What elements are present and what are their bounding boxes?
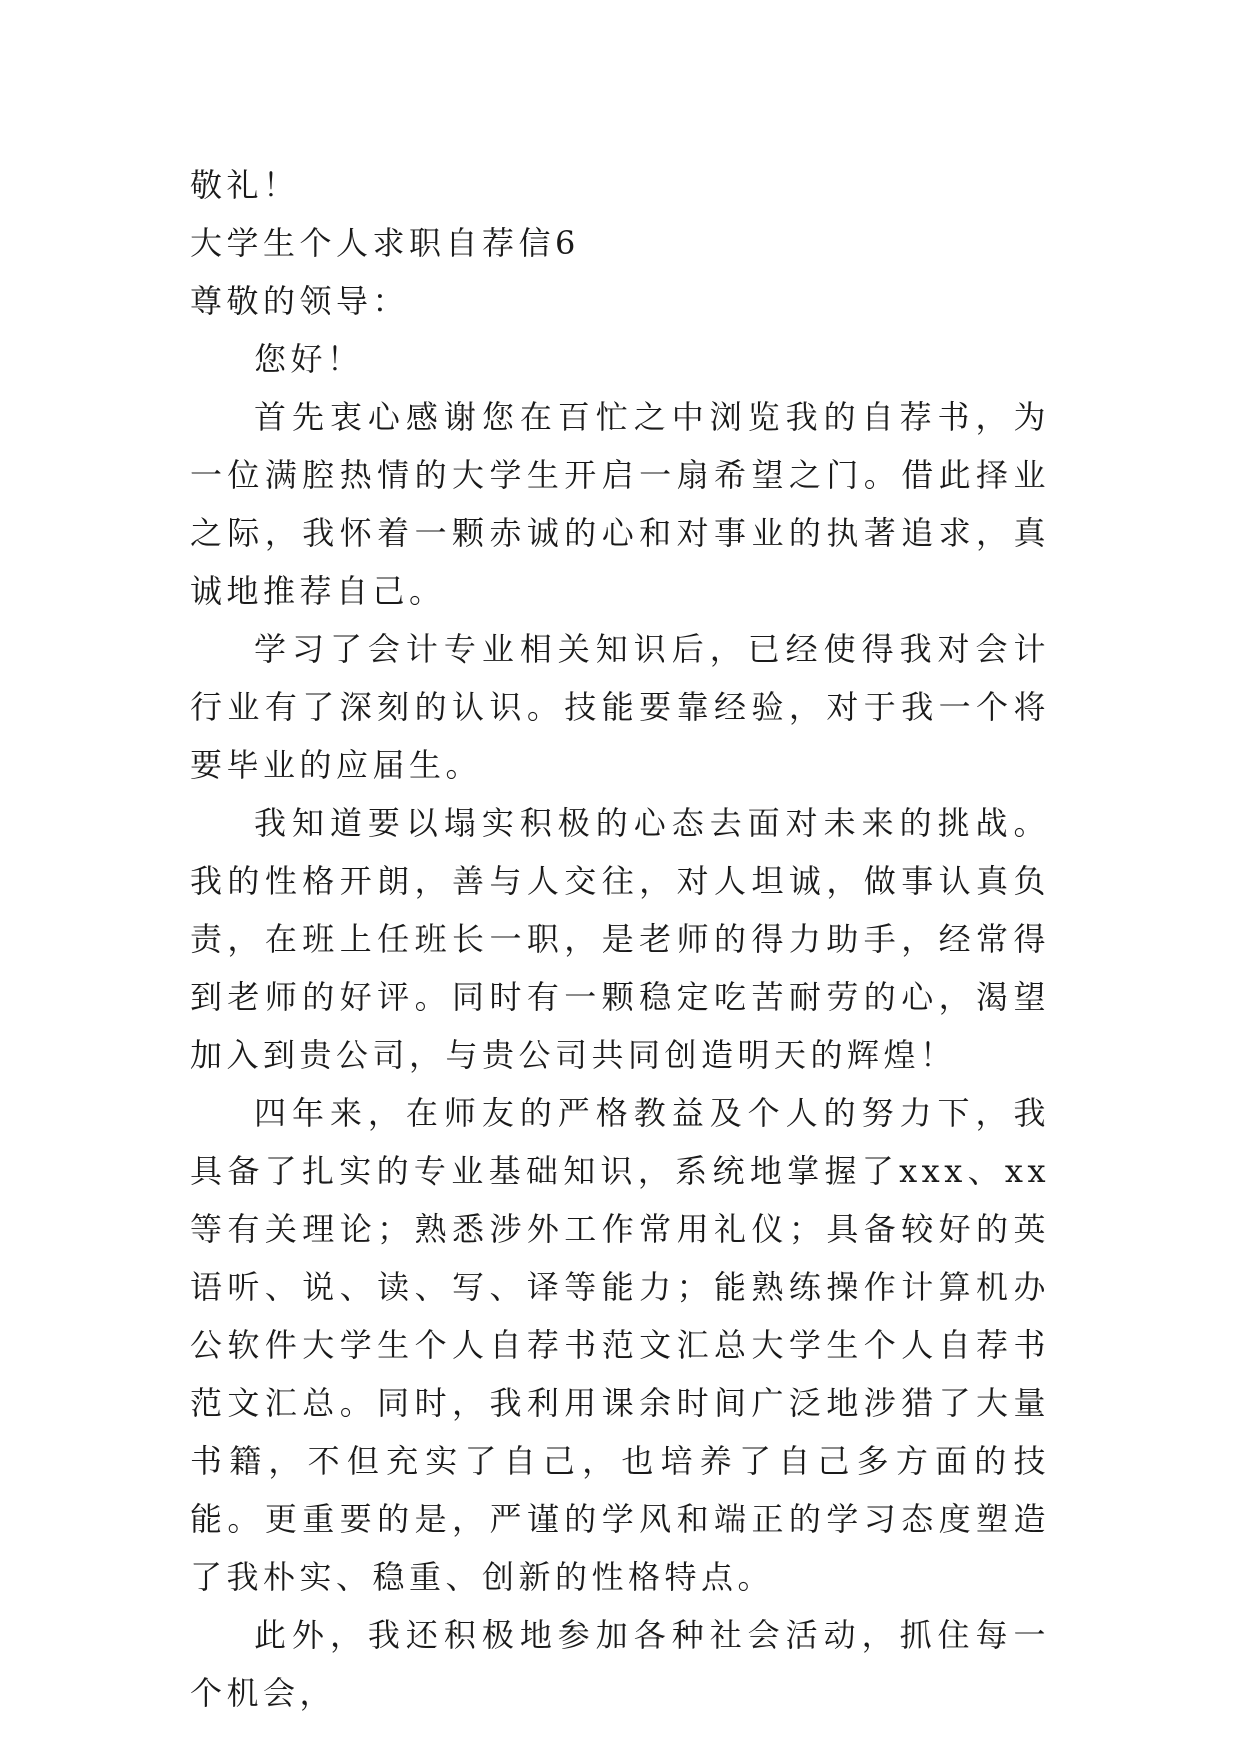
paragraph-education: 四年来，在师友的严格教益及个人的努力下，我具备了扎实的专业基础知识，系统地掌握了xxx、xx等有关理论；熟悉涉外工作常用礼仪；具备较好的英语听、说、读、写、译等能力；能熟练操作计算机办公软件大学生个人自荐书范文汇总大学生个人自荐书范文汇总。同时，我利用课余时间广泛地涉猎了大量书籍，不但充实了自己，也培养了自己多方面的技能。更重要的是，严谨的学风和端正的学习态度塑造了我朴实、稳重、创新的性格特点。: [190, 1094, 1050, 1596]
greeting-text: 您好！: [254, 340, 364, 378]
letter-body: [190, 156, 1050, 1722]
salutation-text: 尊敬的领导：: [190, 282, 410, 320]
paragraph-personality: 我知道要以塌实积极的心态去面对未来的挑战。我的性格开朗，善与人交往，对人坦诚，做事认真负责，在班上任班长一职，是老师的得力助手，经常得到老师的好评。同时有一颗稳定吃苦耐劳的心，渴望加入到贵公司，与贵公司共同创造明天的辉煌！: [190, 804, 1050, 1074]
paragraph-accounting: 学习了会计专业相关知识后，已经使得我对会计行业有了深刻的认识。技能要靠经验，对于我一个将要毕业的应届生。: [190, 630, 1050, 784]
closing-text: 敬礼！: [190, 166, 300, 204]
paragraph-gratitude: 首先衷心感谢您在百忙之中浏览我的自荐书，为一位满腔热情的大学生开启一扇希望之门。借此择业之际，我怀着一颗赤诚的心和对事业的执著追求，真诚地推荐自己。: [190, 398, 1050, 610]
letter-title: 大学生个人求职自荐信6: [190, 224, 580, 262]
paragraph-activities: 此外，我还积极地参加各种社会活动，抓住每一个机会，: [190, 1616, 1050, 1712]
